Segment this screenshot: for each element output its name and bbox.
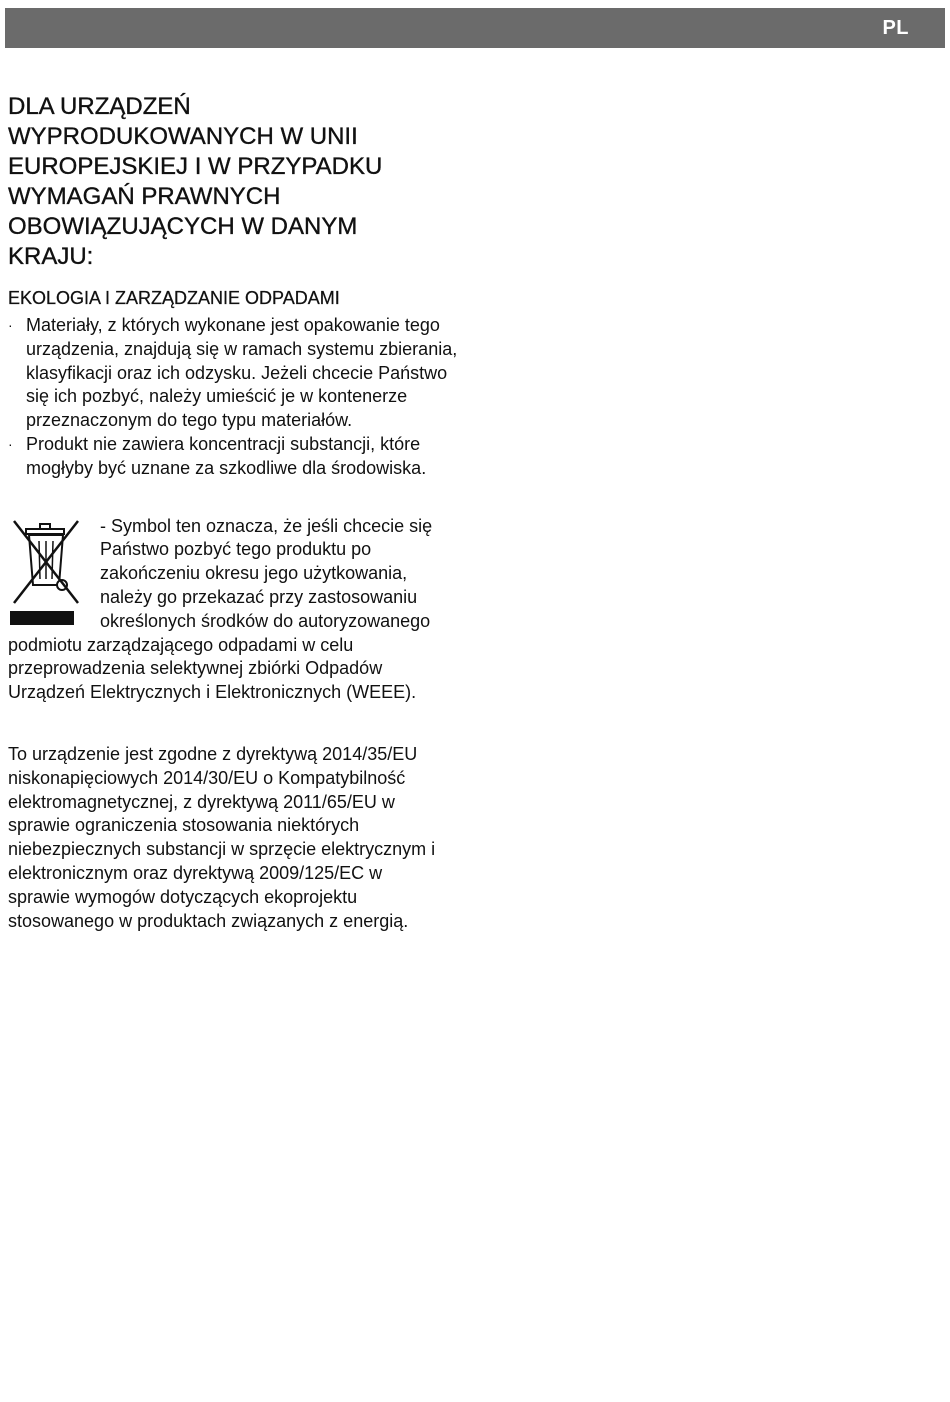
bullet-text: Materiały, z których wykonane jest opakowanie tego urządzenia, znajdują się w ramach systemu zbierania, klasyfikacji oraz ich odzysku. Jeżeli chcecie Państwo się ich pozbyć, należy umieścić je w kontenerze przeznaczonym do tego typu materiałów. xyxy=(26,315,458,431)
language-code: PL xyxy=(882,17,909,39)
section-heading: EKOLOGIA I ZARZĄDZANIE ODPADAMI xyxy=(8,288,340,308)
list-item xyxy=(8,314,466,433)
list-item xyxy=(8,433,466,481)
bullet-marker: · xyxy=(8,435,13,452)
document-body xyxy=(8,92,468,951)
header-bar xyxy=(5,8,945,48)
bullet-list xyxy=(8,314,468,481)
page-title: DLA URZĄDZEŃ WYPRODUKOWANYCH W UNII EUROPEJSKIEJ I W PRZYPADKU WYMAGAŃ PRAWNYCH OBOWIĄZUJĄCYCH W DANYM KRAJU: xyxy=(8,93,383,270)
bullet-marker: · xyxy=(8,317,13,333)
weee-text: - Symbol ten oznacza, że jeśli chcecie się Państwo pozbyć tego produktu po zakończeniu okresu jego użytkowania, należy go przekazać przy zastosowaniu określonych środków do autoryzowanego podmiotu zarządzającego odpadami w celu przeprowadzenia selektywnej zbiórki Odpadów Urządzeń Elektrycznych i Elektronicznych (WEEE). xyxy=(8,515,433,703)
bullet-text: Produkt nie zawiera koncentracji substancji, które mogłyby być uznane za szkodliwe dla środowiska. xyxy=(26,433,427,478)
compliance-statement: To urządzenie jest zgodne z dyrektywą 2014/35/EU niskonapięciowych 2014/30/EU o Kompatybilność elektromagnetycznej, z dyrektywą 2011/65/EU w sprawie ograniczenia stosowania niektórych niebezpiecznych substancji w sprzęcie elektrycznym i elektronicznym oraz dyrektywą 2009/125/EC w sprawie wymogów dotyczących ekoprojektu stosowanego w produktach związanych z energią. xyxy=(8,743,436,931)
crossed-out-wheelie-bin-icon xyxy=(8,515,88,633)
weee-notice xyxy=(8,515,458,705)
